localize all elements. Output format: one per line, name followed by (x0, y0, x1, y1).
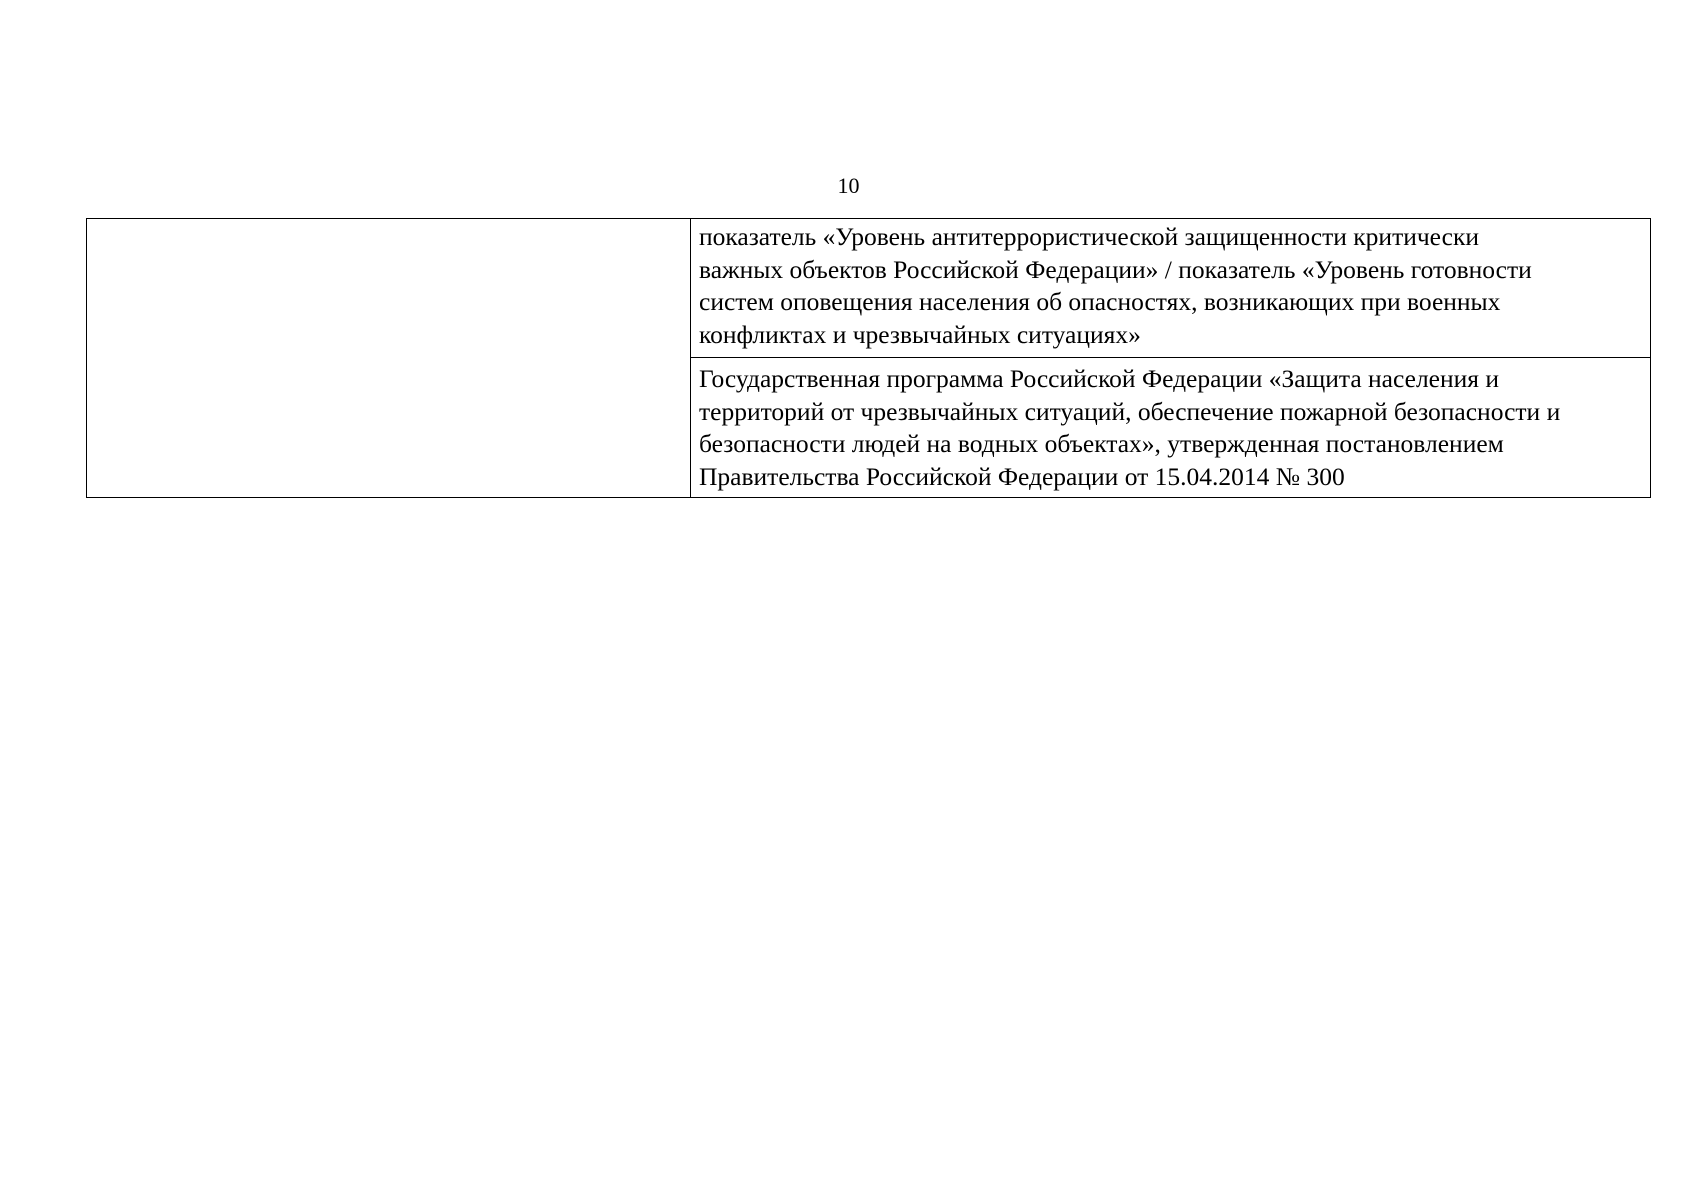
page-number: 10 (837, 173, 860, 198)
table-cell-state-program (691, 358, 1651, 498)
cell-text: Государственная программа Российской Федерации «Защита населения и территорий от чрезвычайных ситуаций, обеспечение пожарной безопасности и безопасности людей на водных объектах», утвержденная постановлением Правительства Российской Федерации от 15.04.2014 № 300 (699, 364, 1561, 491)
document-table (86, 218, 1651, 498)
cell-text: показатель «Уровень антитеррористической защищенности критически важных объектов Российской Федерации» / показатель «Уровень готовности систем оповещения населения об опасностях, возникающих при военных конфликтах и чрезвычайных ситуациях» (699, 222, 1532, 349)
table-cell-indicators (691, 219, 1651, 358)
table-row (87, 219, 1651, 358)
table-cell-left (87, 219, 691, 498)
